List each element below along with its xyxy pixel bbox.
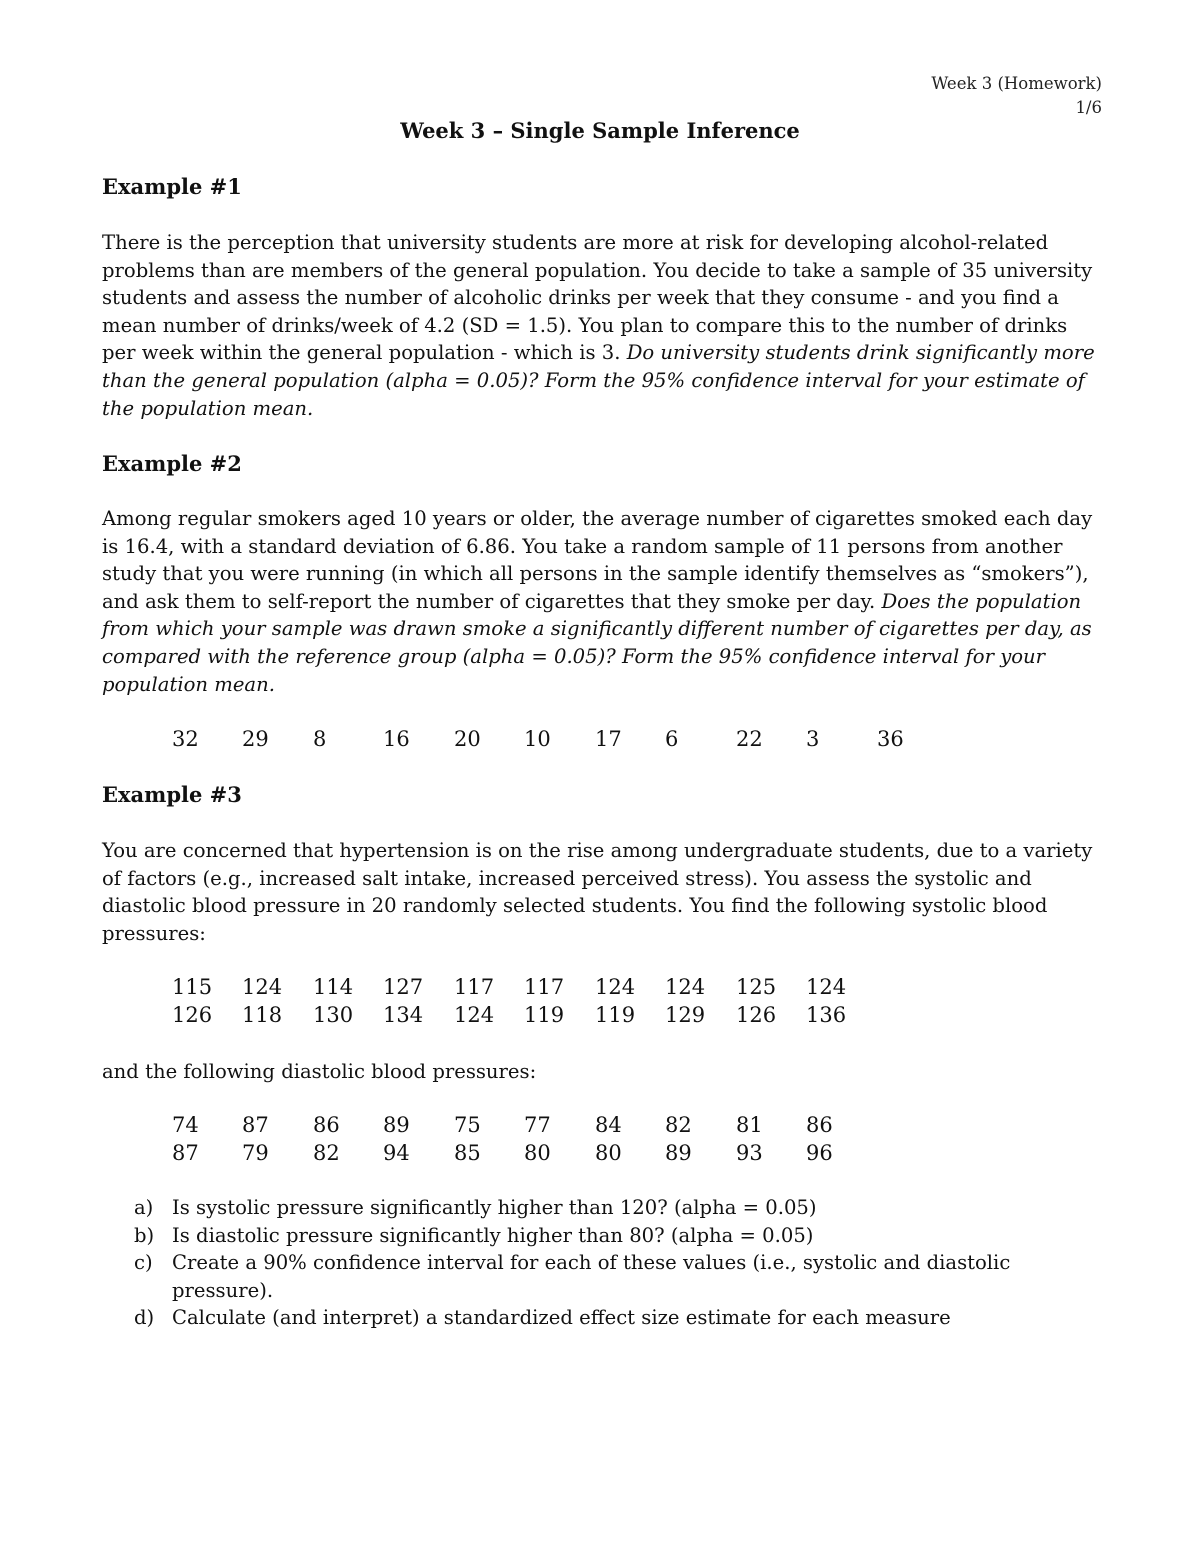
list-item (102, 1222, 1102, 1250)
list-item (102, 1304, 1102, 1332)
page-header (931, 72, 1102, 120)
data-value: 124 (595, 975, 636, 999)
data-value: 96 (806, 1141, 833, 1165)
data-value: 36 (877, 727, 904, 751)
data-value: 89 (383, 1113, 410, 1137)
data-value: 8 (313, 727, 327, 751)
example-1-question: Do university students drink significantly more than the general population (alpha = 0.05)? Form the 95% confidence interval for your estimate of the population mean. (102, 341, 1095, 420)
page-title: Week 3 – Single Sample Inference (400, 118, 800, 143)
data-value: 10 (524, 727, 551, 751)
example-1-text: There is the perception that university students are more at risk for developing alcohol-related problems than are members of the general population. You decide to take a sample of 35 university students and assess the number of alcoholic drinks per week that they consume - and you find a mean number of drinks/week of 4.2 (SD = 1.5). You plan to compare this to the number of drinks per week within the general population - which is 3. (102, 231, 1093, 365)
data-value: 20 (454, 727, 481, 751)
data-value: 3 (806, 727, 820, 751)
data-value: 126 (172, 1003, 213, 1027)
example-3-heading: Example #3 (102, 782, 242, 807)
data-value: 130 (313, 1003, 354, 1027)
data-value: 85 (454, 1141, 481, 1165)
data-value: 89 (665, 1141, 692, 1165)
data-value: 117 (524, 975, 565, 999)
question-letter: b) (134, 1223, 155, 1247)
data-value: 74 (172, 1113, 199, 1137)
question-text: Create a 90% confidence interval for each of these values (i.e., systolic and diastolic pressure). (172, 1251, 1011, 1302)
data-value: 115 (172, 975, 213, 999)
data-value: 80 (524, 1141, 551, 1165)
data-value: 124 (454, 1003, 495, 1027)
example-2-text: Among regular smokers aged 10 years or older, the average number of cigarettes smoked each day is 16.4, with a standard deviation of 6.86. You take a random sample of 11 persons from another study that you were running (in which all persons in the sample identify themselves as “smokers”), and ask them to self-report the number of cigarettes that they smoke per day. (102, 507, 1093, 613)
data-value: 118 (242, 1003, 283, 1027)
data-value: 124 (242, 975, 283, 999)
data-value: 81 (736, 1113, 763, 1137)
list-item (102, 1194, 1102, 1222)
question-letter: d) (134, 1306, 155, 1330)
question-text: Is diastolic pressure significantly higher than 80? (alpha = 0.05) (172, 1223, 814, 1247)
data-value: 119 (595, 1003, 636, 1027)
header-page-number: 1/6 (1075, 98, 1102, 117)
data-value: 126 (736, 1003, 777, 1027)
header-week-label: Week 3 (Homework) (931, 74, 1102, 93)
data-value: 117 (454, 975, 495, 999)
question-list (102, 1194, 1102, 1332)
data-value: 124 (806, 975, 847, 999)
data-value: 127 (383, 975, 424, 999)
question-letter: c) (134, 1251, 153, 1275)
data-value: 87 (242, 1113, 269, 1137)
data-value: 22 (736, 727, 763, 751)
data-value: 93 (736, 1141, 763, 1165)
example-2-paragraph (102, 505, 1102, 698)
data-value: 82 (665, 1113, 692, 1137)
data-value: 75 (454, 1113, 481, 1137)
example-2-question: Does the population from which your sample was drawn smoke a significantly different number of cigarettes per day, as compared with the reference group (alpha = 0.05)? Form the 95% confidence interval for your population mean. (102, 589, 1092, 696)
data-value: 119 (524, 1003, 565, 1027)
example-1-paragraph (102, 229, 1102, 422)
example-3-paragraph: You are concerned that hypertension is on the rise among undergraduate students, due to a variety of factors (e.g., increased salt intake, increased perceived stress). You assess the systolic and diastolic blood pressure in 20 randomly selected students. You find the following systolic blood pressures: (102, 839, 1093, 945)
data-value: 84 (595, 1113, 622, 1137)
data-value: 136 (806, 1003, 847, 1027)
data-value: 86 (806, 1113, 833, 1137)
data-value: 16 (383, 727, 410, 751)
diastolic-intro: and the following diastolic blood pressures: (102, 1060, 537, 1083)
data-value: 124 (665, 975, 706, 999)
data-value: 79 (242, 1141, 269, 1165)
example-2-heading: Example #2 (102, 451, 242, 476)
example-1-heading: Example #1 (102, 174, 242, 199)
data-value: 125 (736, 975, 777, 999)
data-value: 134 (383, 1003, 424, 1027)
data-value: 86 (313, 1113, 340, 1137)
question-text: Calculate (and interpret) a standardized effect size estimate for each measure (172, 1306, 951, 1330)
data-value: 87 (172, 1141, 199, 1165)
list-item (102, 1249, 1102, 1304)
data-value: 129 (665, 1003, 706, 1027)
data-value: 6 (665, 727, 679, 751)
data-value: 80 (595, 1141, 622, 1165)
data-value: 17 (595, 727, 622, 751)
data-value: 114 (313, 975, 354, 999)
question-text: Is systolic pressure significantly higher than 120? (alpha = 0.05) (172, 1196, 817, 1219)
data-value: 82 (313, 1141, 340, 1165)
data-value: 29 (242, 727, 269, 751)
question-letter: a) (134, 1196, 154, 1219)
data-value: 94 (383, 1141, 410, 1165)
data-value: 32 (172, 727, 199, 751)
data-value: 77 (524, 1113, 551, 1137)
